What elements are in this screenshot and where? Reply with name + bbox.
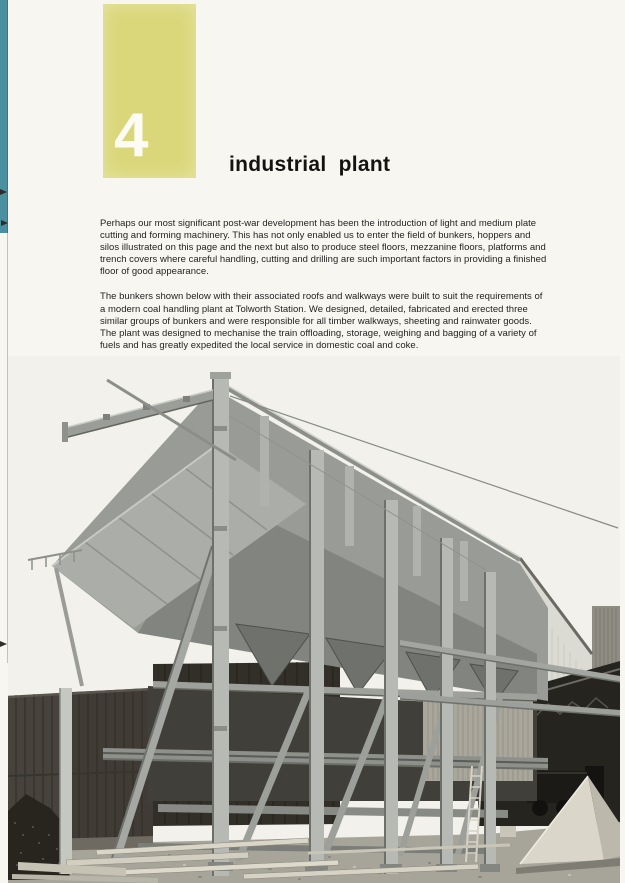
- body-paragraph-1: Perhaps our most significant post-war development has been the introduction of light and medium plate cutting and forming machinery. This has not only enabled us to enter the field of bunkers, hoppers and silos illustrated on this page and the next but also to produce steel floors, mezzanine floors, platforms and trench covers where careful handling, cutting and drilling are such important factors in providing a finished floor of good appearance.: [100, 218, 547, 278]
- spine-color-bar: [0, 0, 8, 233]
- body-text: [100, 218, 550, 365]
- photo-coal-bunkers: [8, 356, 620, 883]
- registration-mark: [1, 220, 8, 226]
- registration-mark: [0, 189, 7, 195]
- registration-mark: [0, 641, 7, 647]
- page-title: industrial plant: [229, 153, 391, 176]
- front-post: [60, 688, 72, 874]
- body-paragraph-2: The bunkers shown below with their associated roofs and walkways were built to suit the requirements of a modern coal handling plant at Tolworth Station. We designed, detailed, fabricated and erected three similar groups of bunkers and were responsible for all timber walkways, sheeting and rainwater goods. The plant was designed to mechanise the train offloading, storage, weighing and bagging of a variety of fuels and has greatly expedited the local service in domestic coal and coke.: [100, 291, 543, 351]
- chapter-number-block: [103, 4, 196, 178]
- chapter-number: 4: [114, 101, 148, 171]
